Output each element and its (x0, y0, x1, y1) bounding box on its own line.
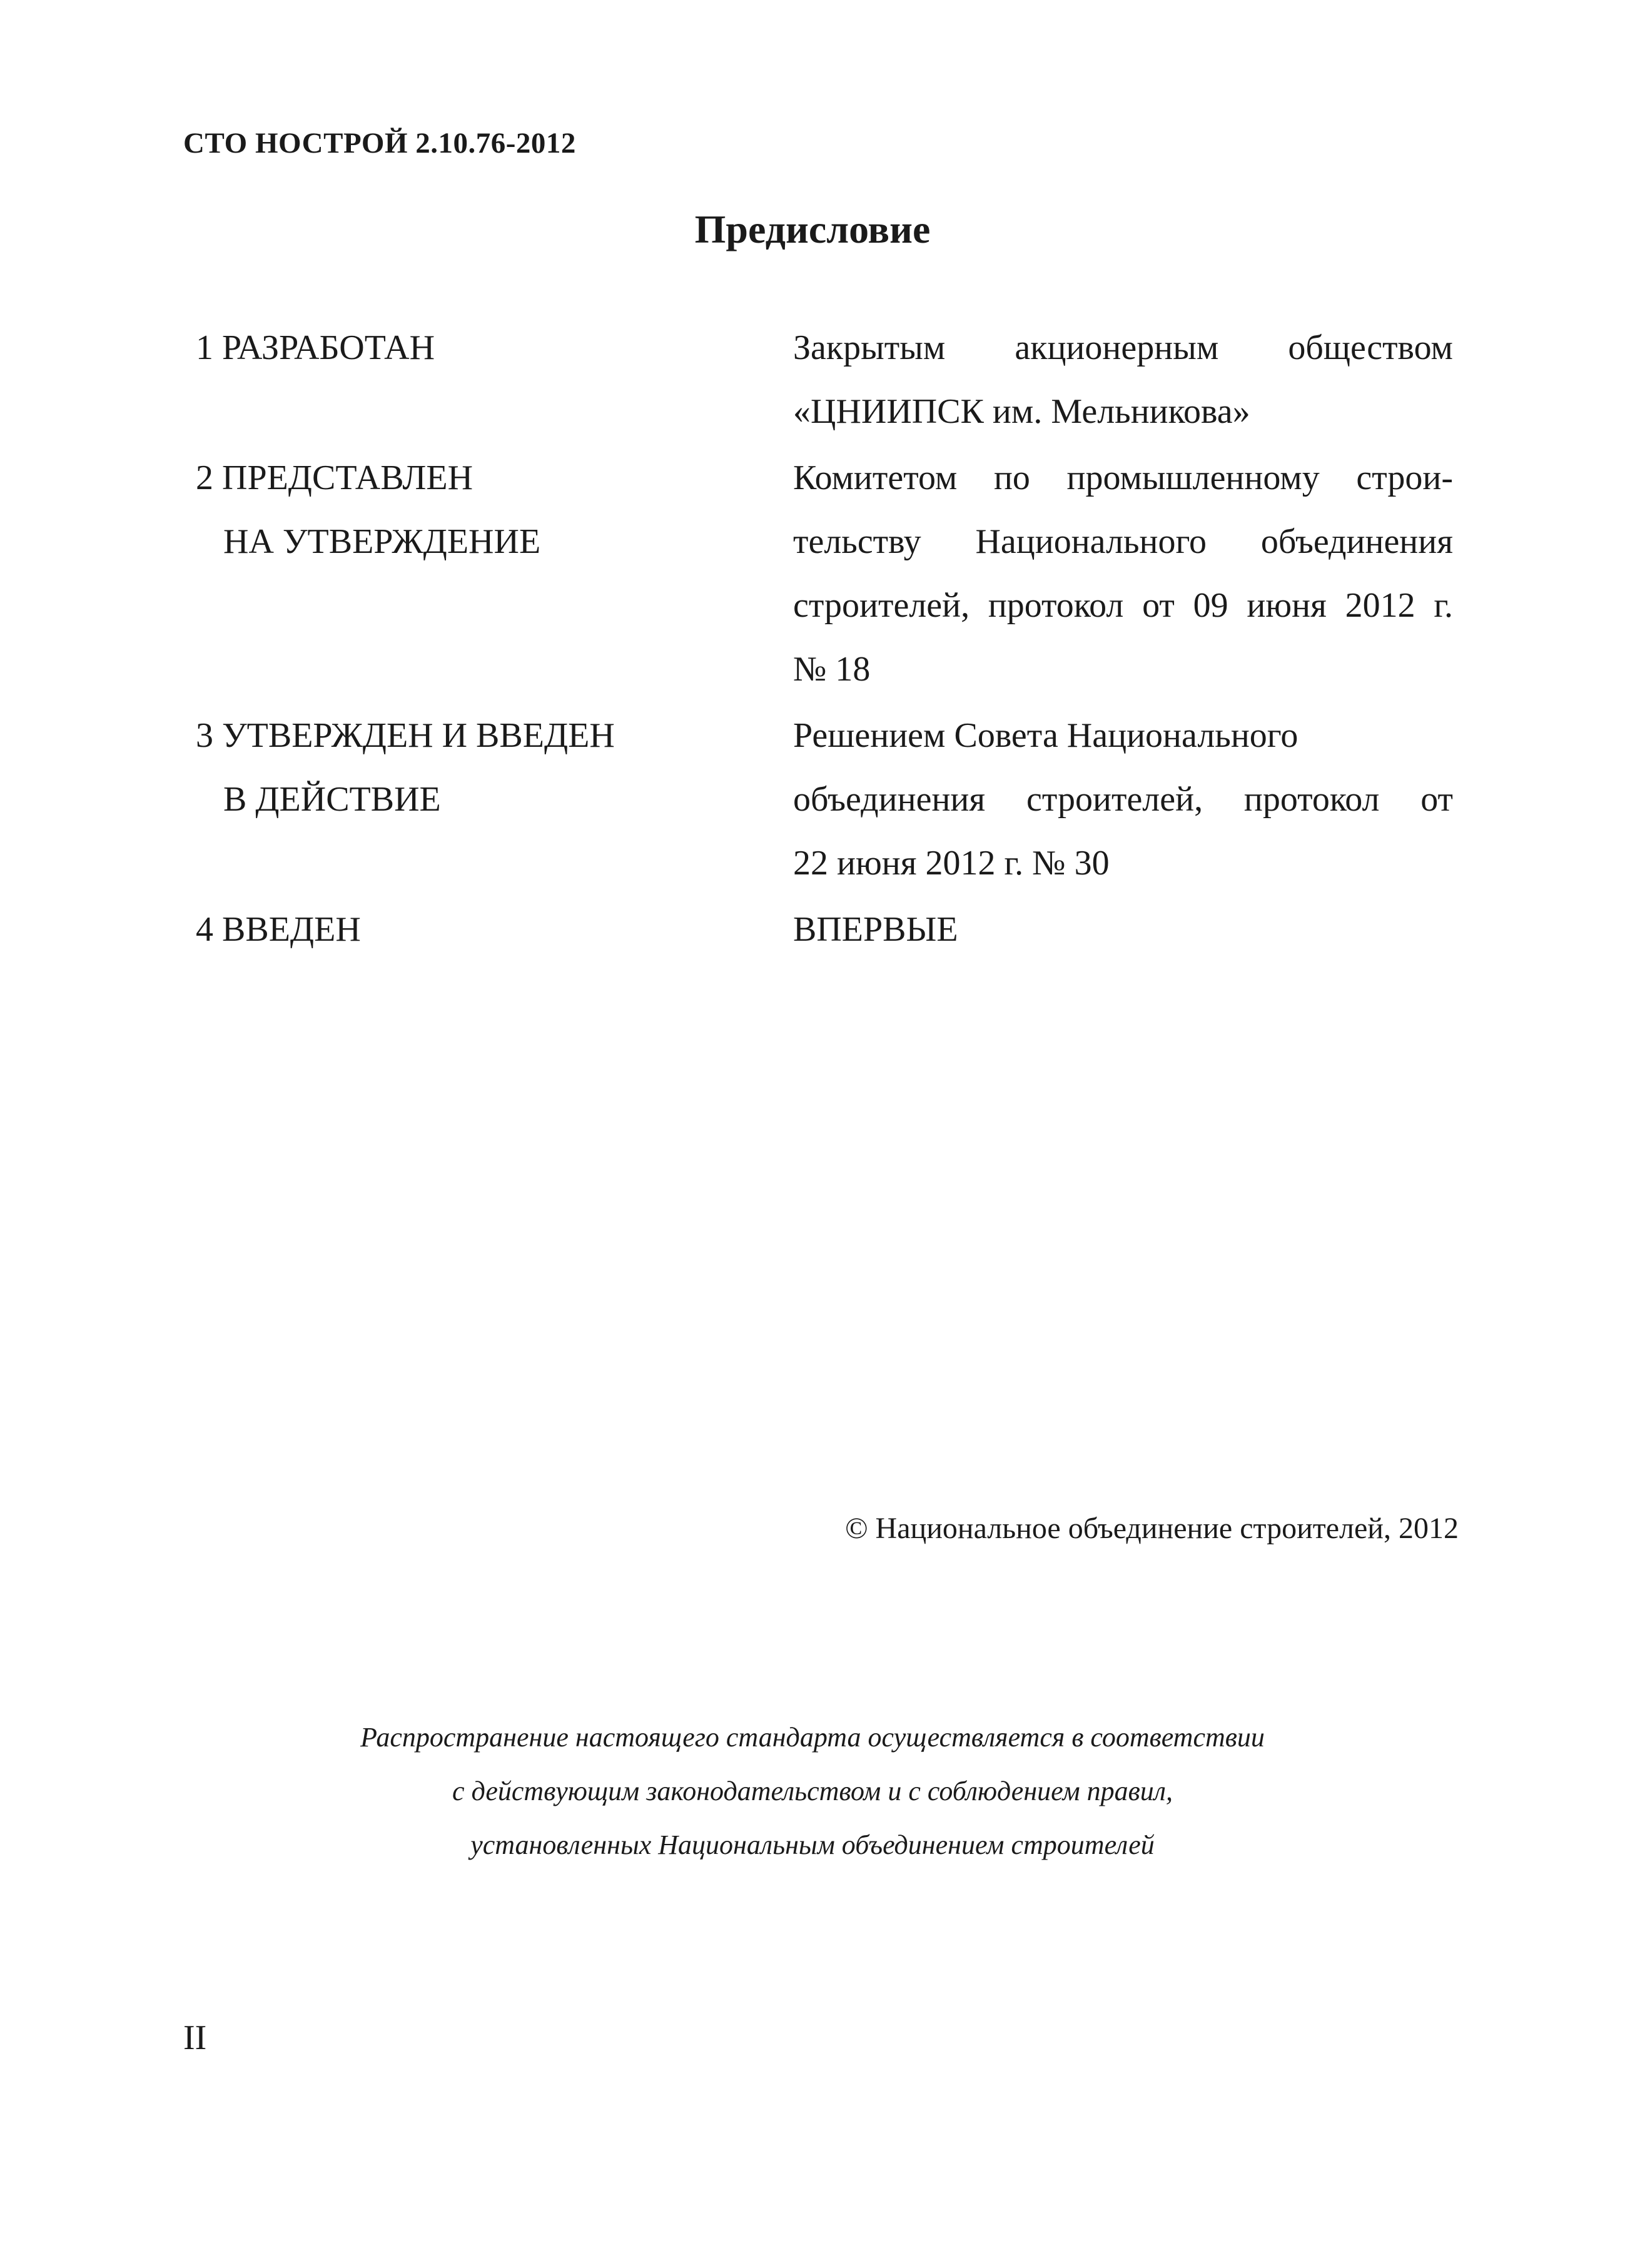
entry-value-line: № 18 (793, 650, 871, 689)
page-title: Предисловие (694, 207, 931, 251)
document-code: СТО НОСТРОЙ 2.10.76-2012 (183, 127, 576, 159)
foreword-entries (196, 316, 1453, 964)
entry-label-line: 1 РАЗРАБОТАН (196, 328, 435, 367)
distribution-notice (0, 1711, 1625, 1872)
entry-value-line: Закрытым акционерным обществом (793, 328, 1453, 367)
entry-label (196, 704, 793, 895)
entry-value-line: тельству Национального объединения (793, 522, 1453, 561)
distribution-line: Распространение настоящего стандарта осуществляется в соответствии (360, 1722, 1265, 1753)
entry-value-line: Комитетом по промышленному строи- (793, 458, 1453, 497)
distribution-line: с действующим законодательством и с соблюдением правил, (452, 1776, 1173, 1806)
entry-value-line: ВПЕРВЫЕ (793, 910, 958, 949)
entry-label-line: 2 ПРЕДСТАВЛЕН (196, 458, 473, 497)
entry-approved (196, 704, 1453, 895)
entry-label (196, 446, 793, 701)
entry-value (793, 704, 1453, 895)
copyright-notice: © Национальное объединение строителей, 2012 (845, 1512, 1459, 1545)
entry-label-line: 3 УТВЕРЖДЕН И ВВЕДЕН (196, 716, 615, 755)
entry-value-line: Решением Совета Национального (793, 716, 1298, 755)
entry-value (793, 446, 1453, 701)
entry-label-line: В ДЕЙСТВИЕ (223, 780, 441, 819)
entry-developed (196, 316, 1453, 443)
entry-label-line: 4 ВВЕДЕН (196, 910, 361, 949)
entry-value-line: строителей, протокол от 09 июня 2012 г. (793, 586, 1453, 625)
entry-value-line: объединения строителей, протокол от (793, 780, 1453, 819)
distribution-line: установленных Национальным объединением строителей (470, 1830, 1155, 1860)
entry-introduced (196, 898, 1453, 961)
entry-label (196, 316, 793, 443)
entry-value (793, 316, 1453, 443)
entry-submitted (196, 446, 1453, 701)
entry-label (196, 898, 793, 961)
entry-label-line: НА УТВЕРЖДЕНИЕ (223, 522, 541, 561)
entry-value-line: «ЦНИИПСК им. Мельникова» (793, 392, 1250, 431)
entry-value-line: 22 июня 2012 г. № 30 (793, 844, 1110, 883)
entry-value (793, 898, 1453, 961)
page-number: II (183, 2018, 207, 2057)
